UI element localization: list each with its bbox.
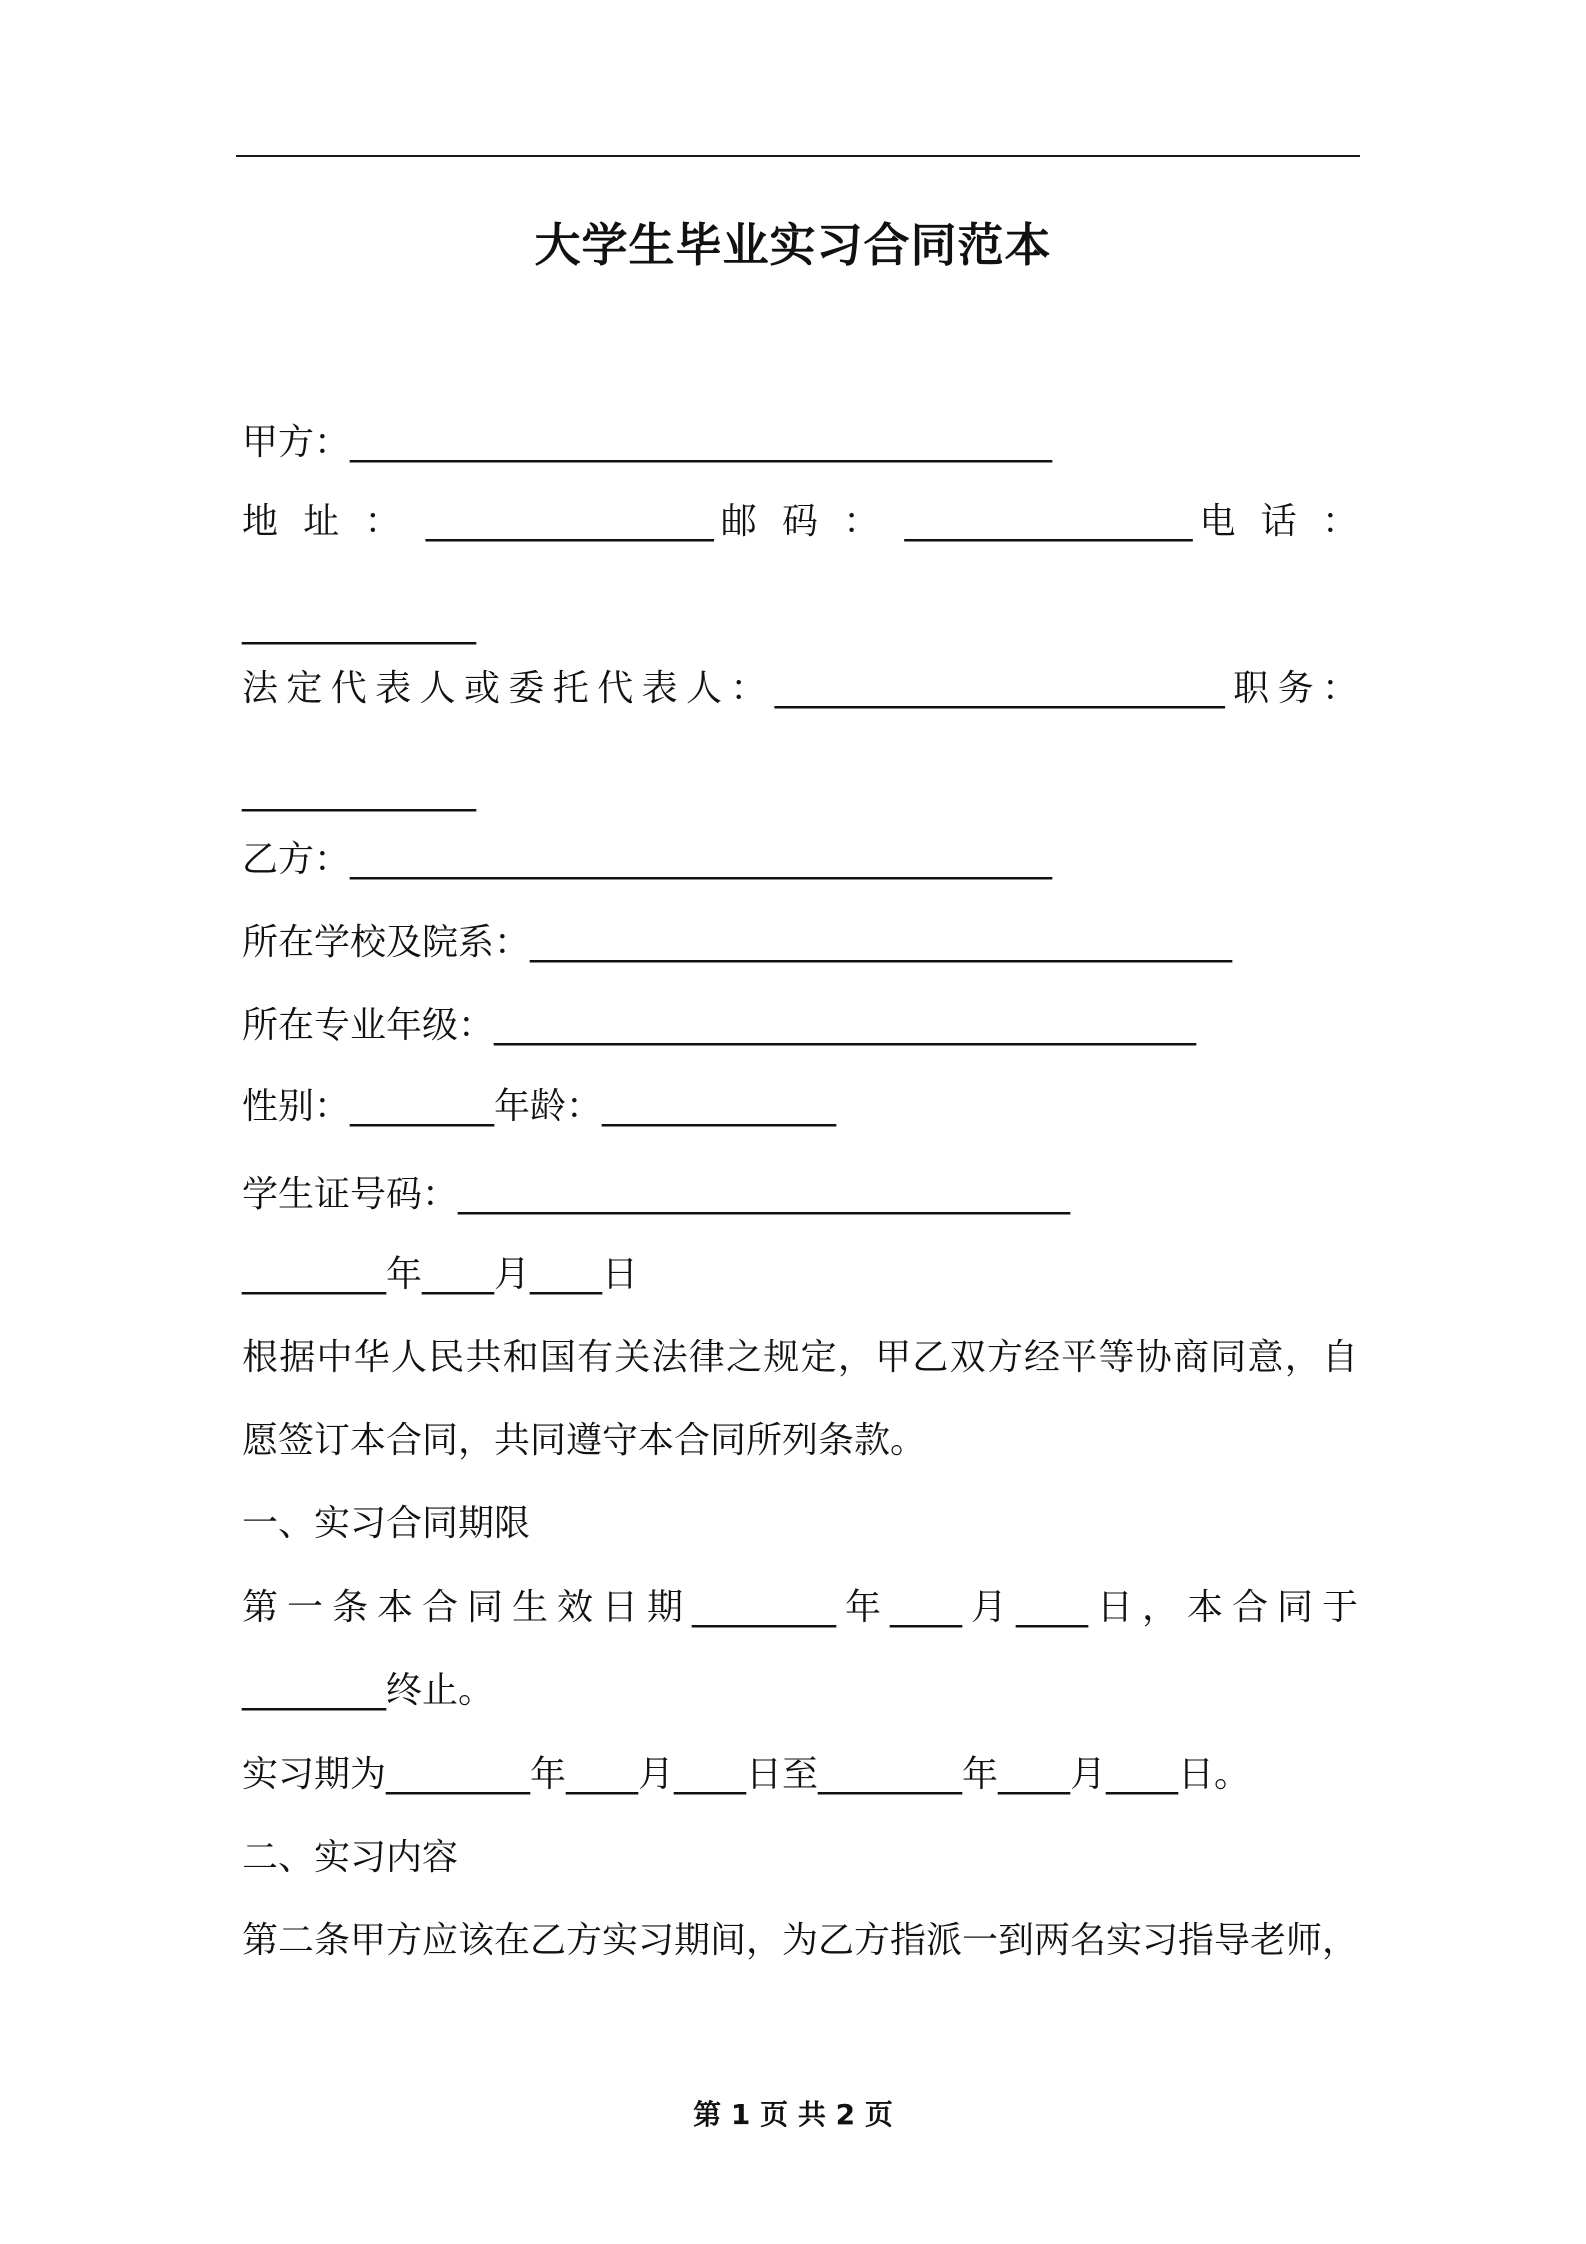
- gender-age-line: 性别：________年龄：_____________: [242, 1086, 837, 1127]
- date-line: ________年____月____日: [242, 1254, 638, 1295]
- preamble-line-1: 根据中华人民共和国有关法律之规定，甲乙双方经平等协商同意，自: [242, 1337, 1358, 1378]
- page-number-footer: 第 1 页 共 2 页: [693, 2098, 893, 2131]
- section-1-heading: 一、实习合同期限: [242, 1503, 531, 1544]
- legal-representative-line: 法定代表人或委托代表人：_________________________职务：: [242, 668, 1358, 709]
- school-department-line: 所在学校及院系：_______________________________________: [242, 922, 1233, 963]
- student-id-line: 学生证号码：__________________________________: [242, 1174, 1071, 1215]
- party-b-line: 乙方：_______________________________________: [242, 839, 1053, 880]
- document-title: 大学生毕业实习合同范本: [534, 218, 1052, 272]
- internship-period-line: 实习期为________年____月____日至________年____月____日。: [242, 1754, 1251, 1795]
- section-2-heading: 二、实习内容: [242, 1837, 459, 1878]
- article-2-line-1: 第二条甲方应该在乙方实习期间，为乙方指派一到两名实习指导老师，: [242, 1920, 1359, 1961]
- header-rule: [236, 155, 1360, 157]
- article-1-line-2: ________终止。: [242, 1670, 495, 1711]
- preamble-line-2: 愿签订本合同，共同遵守本合同所列条款。: [242, 1420, 927, 1461]
- major-grade-line: 所在专业年级：_______________________________________: [242, 1005, 1197, 1046]
- address-postcode-phone-line: 地 址 ： ________________邮 码 ： ________________电 话 ：: [242, 501, 1358, 542]
- article-1-line-1: 第一条本合同生效日期________年____月____日，本合同于: [242, 1587, 1358, 1628]
- phone-blank-line: _____________: [242, 604, 476, 645]
- position-blank-line: _____________: [242, 771, 476, 812]
- party-a-line: 甲方：_______________________________________: [242, 422, 1053, 463]
